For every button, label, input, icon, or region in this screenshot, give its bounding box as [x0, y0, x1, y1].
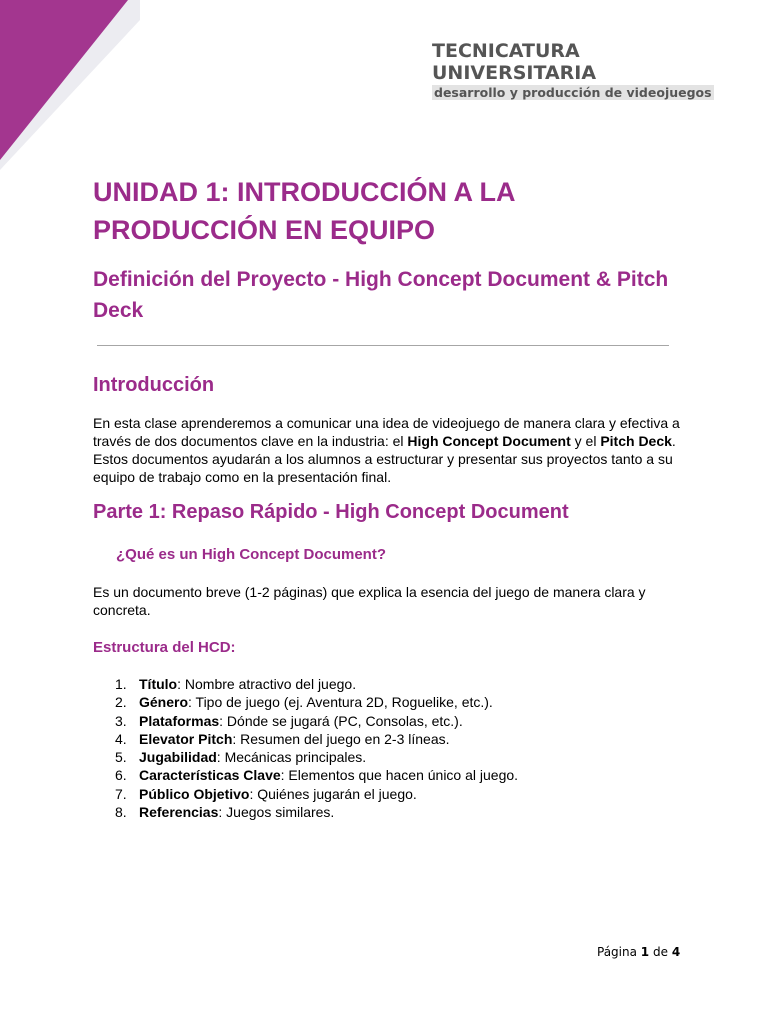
hcd-question: ¿Qué es un High Concept Document? [116, 546, 387, 563]
list-item: 7. Público Objetivo: Quiénes jugarán el juego. [115, 785, 417, 802]
document-body [93, 173, 683, 821]
list-item: 1. Título: Nombre atractivo del juego. [115, 676, 357, 692]
list-item: 2. Género: Tipo de juego (ej. Aventura 2D, Roguelike, etc.). [115, 694, 493, 711]
structure-list [93, 675, 683, 821]
institution-logo [432, 40, 732, 102]
page-number: Página 1 de 4 [597, 945, 681, 959]
pitch-deck-term: Pitch Deck [600, 433, 672, 449]
divider [97, 345, 669, 346]
structure-heading: Estructura del HCD: [93, 639, 236, 656]
list-item: 8. Referencias: Juegos similares. [115, 804, 335, 821]
list-item: 5. Jugabilidad: Mecánicas principales. [115, 749, 367, 766]
part1-heading: Parte 1: Repaso Rápido - High Concept Document [93, 501, 569, 523]
hcd-term: High Concept Document [407, 433, 571, 449]
brand-subtitle: desarrollo y producción de videojuegos [434, 85, 712, 100]
document-subtitle: Definición del Proyecto - High Concept Document & Pitch Deck [93, 268, 669, 322]
intro-heading: Introducción [93, 374, 215, 396]
list-item: 3. Plataformas: Dónde se jugará (PC, Consolas, etc.). [115, 712, 463, 729]
intro-paragraph: En esta clase aprenderemos a comunicar una idea de videojuego de manera clara y efectiva a través de dos documentos clave en la industria: el High Concept Document y el Pitch Deck. Estos documentos ayudarán a los alumnos a estructurar y presentar sus proyectos tanto a su equipo de trabajo como en la presentación final. [93, 415, 680, 485]
corner-decoration [0, 0, 140, 170]
document-title: UNIDAD 1: INTRODUCCIÓN A LA PRODUCCIÓN EN EQUIPO [93, 177, 515, 245]
hcd-definition: Es un documento breve (1-2 páginas) que explica la esencia del juego de manera clara y concreta. [93, 584, 646, 618]
brand-title: TECNICATURA UNIVERSITARIA [432, 40, 597, 84]
list-item: 6. Características Clave: Elementos que hacen único al juego. [115, 767, 519, 784]
list-item: 4. Elevator Pitch: Resumen del juego en 2-3 líneas. [115, 730, 450, 747]
